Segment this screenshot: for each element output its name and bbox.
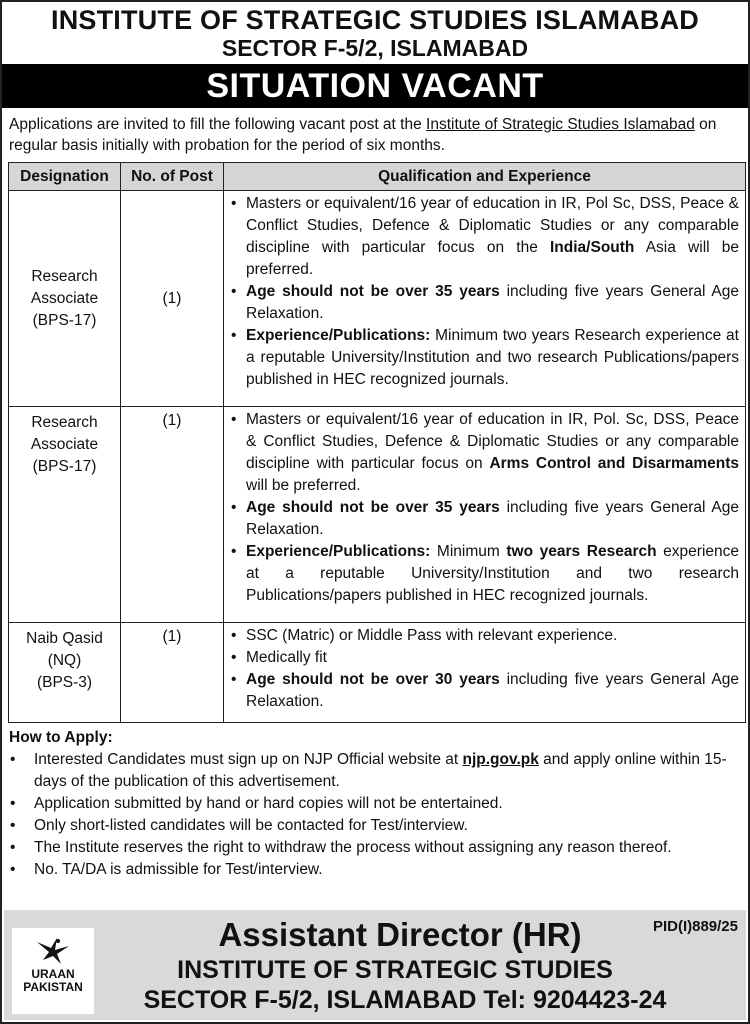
designation-cell: [9, 623, 121, 723]
contact-institute: INSTITUTE OF STRATEGIC STUDIES: [177, 956, 613, 984]
table-header-row: [9, 163, 746, 191]
qualification-bullet: [228, 409, 739, 497]
bullet-bold: Experience/Publications:: [246, 543, 431, 560]
bullet-text: Minimum: [430, 543, 507, 560]
how-to-apply-section: [2, 723, 748, 881]
logo-text-uraan: URAAN: [31, 967, 75, 981]
designation-line: (BPS-17): [32, 458, 97, 475]
bullet-bold: Age should not be over 35 years: [246, 499, 500, 516]
posts-cell: (1): [121, 407, 224, 623]
table-row: [9, 623, 746, 723]
instruction-text: and apply online within 15-days of the publication of this advertisement.: [34, 751, 727, 790]
header-no-of-post: No. of Post: [121, 163, 224, 191]
qualification-cell: [224, 623, 746, 723]
designation-line: Naib Qasid: [26, 630, 103, 647]
qualification-bullet: [228, 541, 739, 607]
logo-text-pakistan: PAKISTAN: [23, 980, 83, 994]
bullet-bold: two years Research: [506, 543, 657, 560]
designation-line: (BPS-3): [36, 674, 93, 691]
header: [2, 7, 748, 60]
vacancy-table: [8, 162, 746, 723]
bullet-text: Masters or equivalent/16 year of education in IR, Pol. Sc, DSS, Peace & Conflict Studies, Defence & Diplomatic Studies or any comparable discipline with particular focus on: [246, 411, 739, 472]
instruction-text: Interested Candidates must sign up on NJP Official website at: [34, 751, 463, 768]
bullet-text: including five years General Age Relaxation.: [246, 283, 739, 322]
designation-line: (BPS-17): [32, 311, 97, 329]
qualification-bullet: [228, 669, 739, 713]
qualification-bullet: • Medically fit: [228, 647, 739, 669]
designation-cell: [9, 407, 121, 623]
bullet-text: Minimum two years Research experience at a reputable University/Institution and two research Publications/papers published in HEC recognized journals.: [246, 327, 739, 388]
how-to-apply-title: How to Apply:: [9, 729, 113, 746]
qualification-bullet: [228, 193, 739, 281]
apply-instruction: • Application submitted by hand or hard copies will not be entertained.: [9, 793, 742, 815]
posts-cell: (1): [121, 191, 224, 407]
apply-instruction: • Only short-listed candidates will be contacted for Test/interview.: [9, 815, 742, 837]
header-qualification: Qualification and Experience: [224, 163, 746, 191]
qualification-bullet: [228, 325, 739, 391]
bullet-text: including five years General Age Relaxation.: [246, 499, 739, 538]
qualification-bullet: [228, 497, 739, 541]
intro-text-1: Applications are invited to fill the following vacant post at the: [9, 116, 427, 133]
apply-instruction: [9, 749, 742, 793]
bullet-text: Masters or equivalent/16 year of education in IR, Pol Sc, DSS, Peace & Conflict Studies, Defence & Diplomatic Studies or any comparable discipline with particular focus on the: [246, 195, 739, 256]
designation-line: Research: [31, 414, 98, 431]
qualification-bullet: • SSC (Matric) or Middle Pass with relevant experience.: [228, 625, 739, 647]
bullet-text: Asia will be preferred.: [246, 239, 739, 278]
designation-line: Research: [31, 267, 98, 285]
bullet-text: will be preferred.: [246, 477, 361, 494]
designation-cell: [9, 191, 121, 407]
apply-instruction: • No. TA/DA is admissible for Test/interview.: [9, 859, 742, 881]
njp-website-link[interactable]: njp.gov.pk: [462, 751, 539, 768]
institute-title: INSTITUTE OF STRATEGIC STUDIES ISLAMABAD: [51, 5, 699, 35]
bullet-bold: Arms Control and Disarmaments: [489, 455, 739, 472]
bullet-text: including five years General Age Relaxation.: [246, 671, 739, 710]
qualification-cell: [224, 191, 746, 407]
posts-cell: (1): [121, 623, 224, 723]
header-designation: Designation: [9, 163, 121, 191]
intro-text-2: on regular basis initially with probation for the period of six months.: [9, 116, 717, 154]
contact-address-phone: SECTOR F-5/2, ISLAMABAD Tel: 9204423-24: [143, 986, 667, 1014]
contact-designation: Assistant Director (HR): [218, 916, 582, 953]
qualification-cell: [224, 407, 746, 623]
designation-line: (NQ): [47, 652, 82, 669]
pid-number: PID(I)889/25: [652, 918, 738, 935]
table-row: [9, 191, 746, 407]
intro-paragraph: [2, 108, 748, 156]
apply-instruction: • The Institute reserves the right to withdraw the process without assigning any reason thereof.: [9, 837, 742, 859]
table-row: [9, 407, 746, 623]
qualification-bullet: [228, 281, 739, 325]
situation-vacant-banner: SITUATION VACANT: [2, 64, 748, 108]
bullet-bold: Experience/Publications:: [246, 327, 431, 344]
institute-link-text: Institute of Strategic Studies Islamabad: [426, 116, 695, 133]
bullet-bold: Age should not be over 35 years: [246, 283, 500, 300]
bullet-bold: Age should not be over 30 years: [246, 671, 500, 688]
designation-line: Associate: [30, 436, 99, 453]
footer: [4, 910, 746, 1020]
designation-line: Associate: [30, 289, 99, 307]
institute-address: SECTOR F-5/2, ISLAMABAD: [221, 35, 529, 61]
bullet-text: experience at a reputable University/Institution and two research Publications/papers published in HEC recognized journals.: [246, 543, 739, 604]
bullet-bold: India/South: [550, 239, 635, 256]
